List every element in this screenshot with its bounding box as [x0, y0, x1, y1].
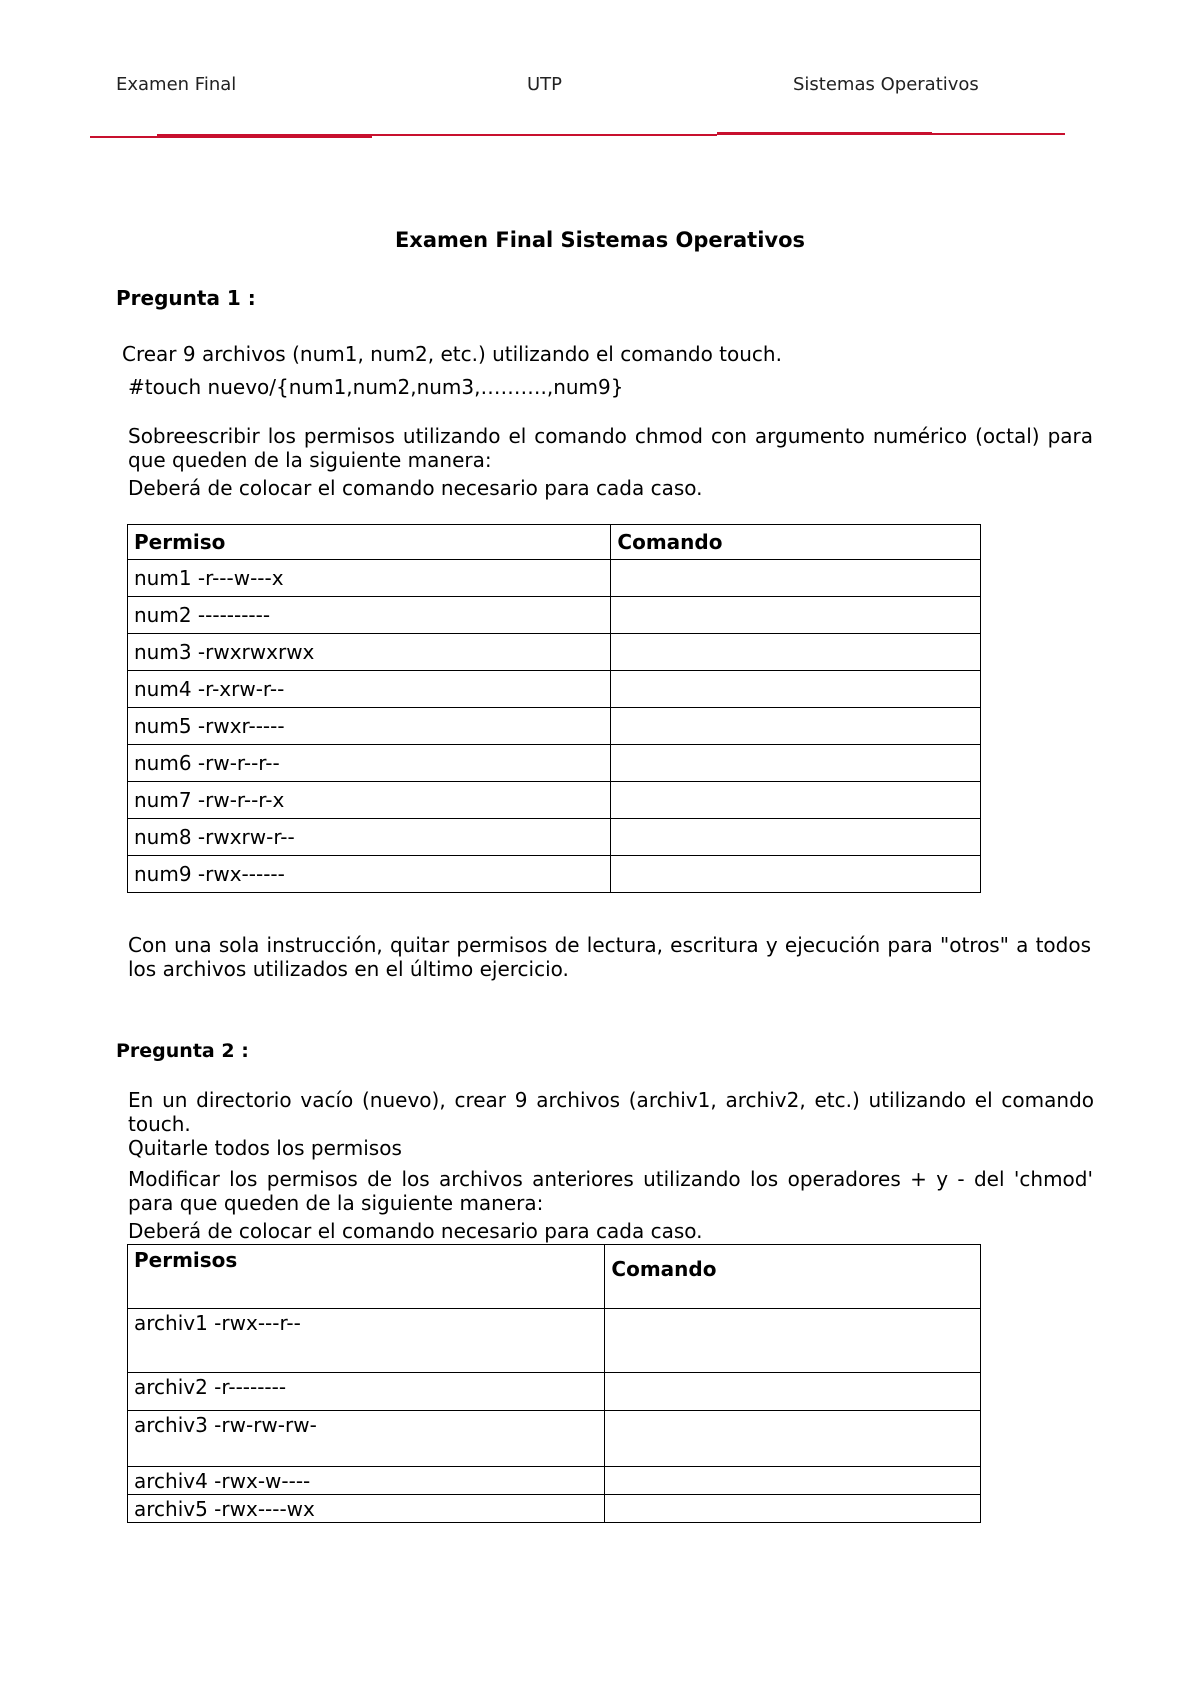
- command-cell[interactable]: [611, 597, 981, 634]
- table-row: [128, 856, 981, 893]
- page-title: Examen Final Sistemas Operativos: [394, 228, 806, 252]
- permission-cell: num7 -rw-r--r-x: [128, 782, 611, 819]
- table-header-row: [128, 1245, 981, 1309]
- table-row: [128, 819, 981, 856]
- command-cell[interactable]: [605, 1411, 981, 1467]
- permission-cell: archiv3 -rw-rw-rw-: [128, 1411, 605, 1467]
- command-cell[interactable]: [605, 1495, 981, 1523]
- table-row: [128, 634, 981, 671]
- command-cell[interactable]: [611, 560, 981, 597]
- command-cell[interactable]: [611, 745, 981, 782]
- header-right: Sistemas Operativos: [793, 74, 979, 95]
- table-row: [128, 1373, 981, 1411]
- question-2-label: Pregunta 2 :: [116, 1040, 249, 1062]
- table-row: [128, 597, 981, 634]
- table-header-row: [128, 525, 981, 560]
- command-cell[interactable]: [611, 671, 981, 708]
- permission-cell: num5 -rwxr-----: [128, 708, 611, 745]
- permission-cell: archiv4 -rwx-w----: [128, 1467, 605, 1495]
- command-cell[interactable]: [611, 708, 981, 745]
- table-row: [128, 782, 981, 819]
- permission-cell: num3 -rwxrwxrwx: [128, 634, 611, 671]
- permissions-table-2: [127, 1244, 981, 1523]
- permissions-table-1: [127, 524, 981, 893]
- table-row: [128, 1495, 981, 1523]
- table-row: [128, 1309, 981, 1373]
- command-cell[interactable]: [605, 1309, 981, 1373]
- permission-cell: archiv1 -rwx---r--: [128, 1309, 605, 1373]
- q2-paragraph-create: En un directorio vacío (nuevo), crear 9 archivos (archiv1, archiv2, etc.) utilizando el comando touch.: [128, 1088, 1094, 1136]
- table-row: [128, 1411, 981, 1467]
- table-row: [128, 1467, 981, 1495]
- q2-paragraph-remove: Quitarle todos los permisos: [128, 1136, 402, 1160]
- permission-cell: num6 -rw-r--r--: [128, 745, 611, 782]
- permission-cell: archiv2 -r--------: [128, 1373, 605, 1411]
- header-comando: Comando: [611, 525, 981, 560]
- q1-paragraph-chmod: Sobreescribir los permisos utilizando el comando chmod con argumento numérico (octal) para que queden de la siguiente manera:: [128, 424, 1093, 472]
- header-permisos: Permisos: [128, 1245, 605, 1309]
- q1-paragraph-note: Deberá de colocar el comando necesario para cada caso.: [128, 476, 703, 500]
- permission-cell: num1 -r---w---x: [128, 560, 611, 597]
- q2-paragraph-note: Deberá de colocar el comando necesario para cada caso.: [128, 1219, 703, 1243]
- header-comando: Comando: [605, 1245, 981, 1309]
- header-permiso: Permiso: [128, 525, 611, 560]
- command-cell[interactable]: [611, 856, 981, 893]
- command-cell[interactable]: [611, 782, 981, 819]
- table-row: [128, 708, 981, 745]
- header-left: Examen Final: [116, 74, 237, 95]
- table-row: [128, 560, 981, 597]
- table-row: [128, 671, 981, 708]
- command-cell[interactable]: [605, 1373, 981, 1411]
- question-1-label: Pregunta 1 :: [116, 286, 256, 310]
- command-cell[interactable]: [611, 634, 981, 671]
- table-row: [128, 745, 981, 782]
- q1-command-example: #touch nuevo/{num1,num2,num3,……….,num9}: [128, 375, 624, 399]
- permission-cell: num4 -r-xrw-r--: [128, 671, 611, 708]
- permission-cell: num2 ----------: [128, 597, 611, 634]
- permission-cell: num8 -rwxrw-r--: [128, 819, 611, 856]
- header-center: UTP: [527, 74, 563, 95]
- q1-instruction: Crear 9 archivos (num1, num2, etc.) utilizando el comando touch.: [122, 342, 782, 366]
- q2-paragraph-modify: Modificar los permisos de los archivos anteriores utilizando los operadores + y - del 'chmod' para que queden de la siguiente manera:: [128, 1167, 1093, 1215]
- command-cell[interactable]: [605, 1467, 981, 1495]
- permission-cell: archiv5 -rwx----wx: [128, 1495, 605, 1523]
- header-rule-mid: [372, 134, 717, 136]
- permission-cell: num9 -rwx------: [128, 856, 611, 893]
- header-rule-accent-left: [157, 134, 372, 137]
- command-cell[interactable]: [611, 819, 981, 856]
- header-rule-accent-right: [717, 132, 932, 135]
- q1-paragraph-others: Con una sola instrucción, quitar permisos de lectura, escritura y ejecución para "otros" a todos los archivos utilizados en el último ejercicio.: [128, 933, 1091, 981]
